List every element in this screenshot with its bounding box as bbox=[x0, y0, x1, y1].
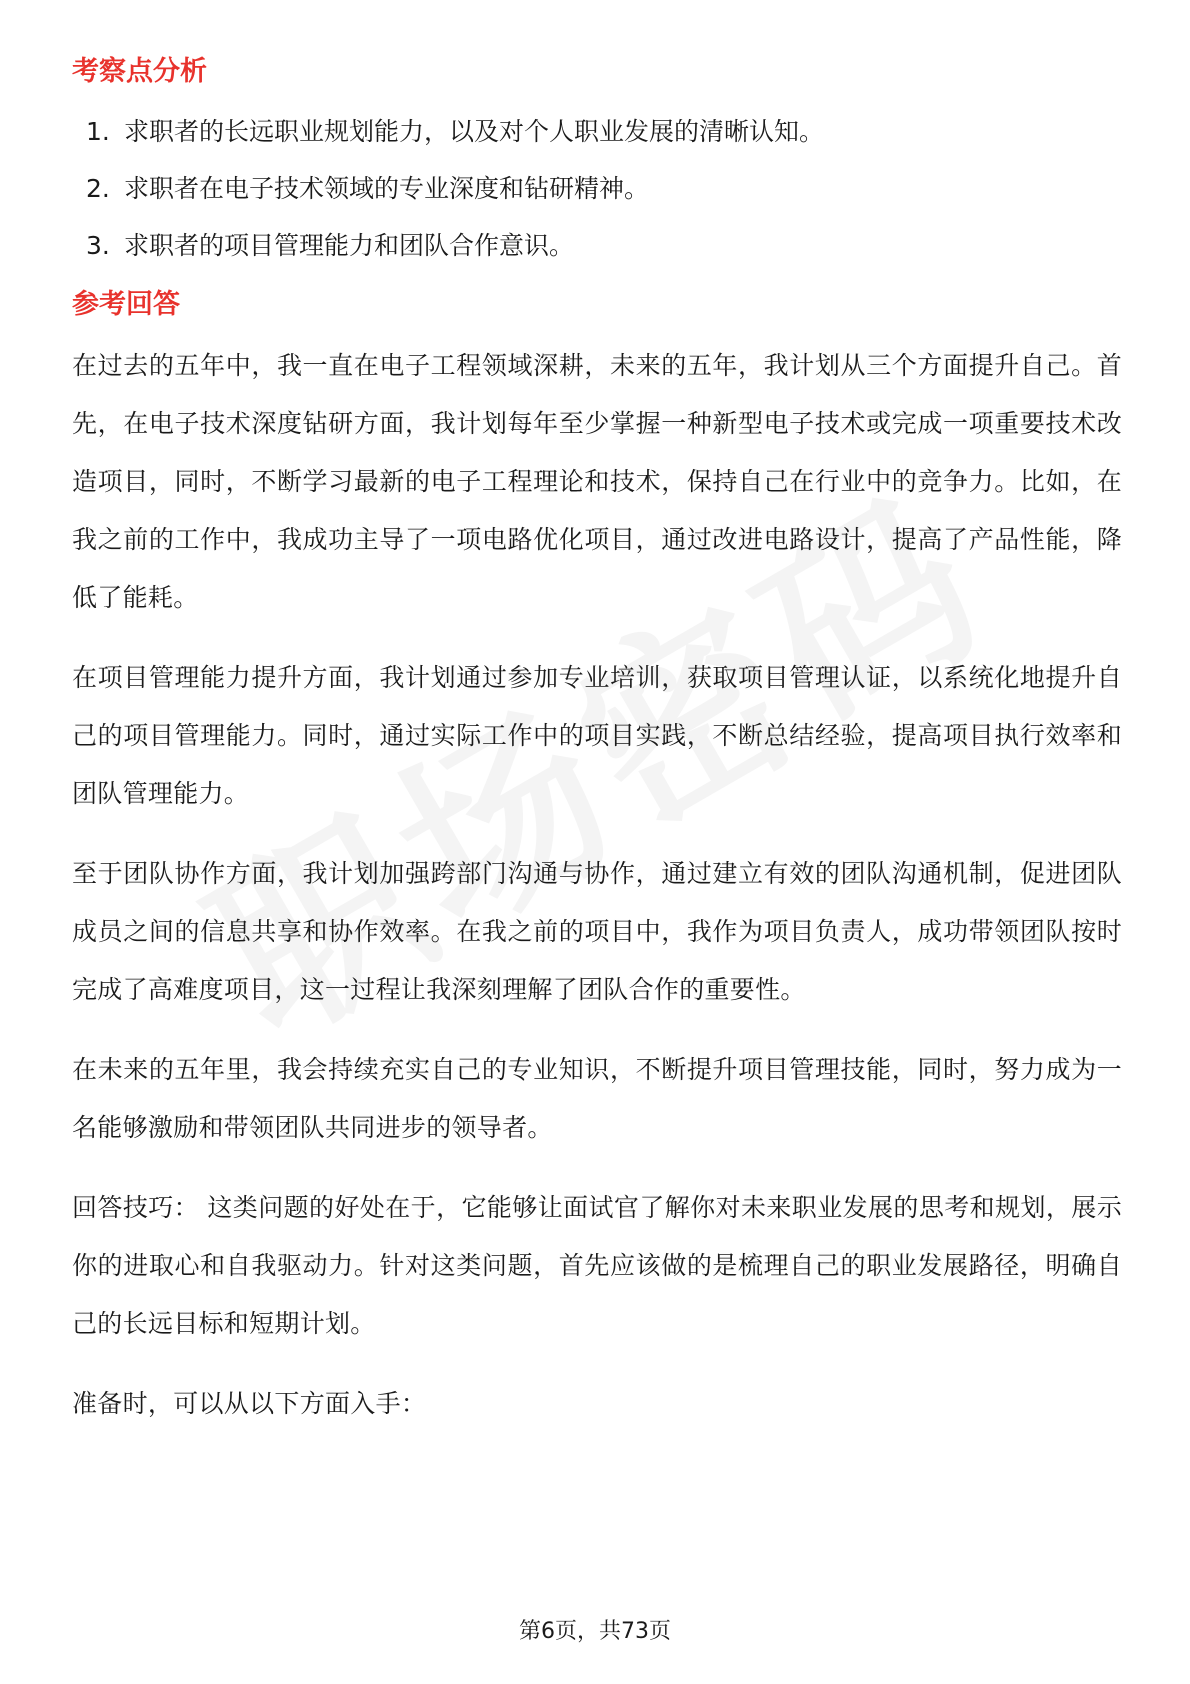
answer-paragraph: 在未来的五年里，我会持续充实自己的专业知识，不断提升项目管理技能，同时，努力成为一名能够激励和带领团队共同进步的领导者。 bbox=[72, 1055, 1122, 1142]
list-item-number: 1. bbox=[86, 117, 110, 146]
list-item-text: 求职者在电子技术领域的专业深度和钻研精神。 bbox=[124, 174, 650, 203]
page-content bbox=[72, 48, 1122, 1433]
answer-paragraph: 在过去的五年中，我一直在电子工程领域深耕，未来的五年，我计划从三个方面提升自己。首先，在电子技术深度钻研方面，我计划每年至少掌握一种新型电子技术或完成一项重要技术改造项目，同时，不断学习最新的电子工程理论和技术，保持自己在行业中的竞争力。比如，在我之前的工作中，我成功主导了一项电路优化项目，通过改进电路设计，提高了产品性能，降低了能耗。 bbox=[72, 351, 1122, 612]
list-item bbox=[72, 228, 1122, 263]
list-item bbox=[72, 171, 1122, 206]
tips-paragraph: 回答技巧： 这类问题的好处在于，它能够让面试官了解你对未来职业发展的思考和规划，展示你的进取心和自我驱动力。针对这类问题，首先应该做的是梳理自己的职业发展路径，明确自己的长远目标和短期计划。 bbox=[72, 1193, 1122, 1338]
answer-heading: 参考回答 bbox=[72, 289, 180, 320]
list-item-text: 求职者的项目管理能力和团队合作意识。 bbox=[124, 231, 575, 260]
analysis-points-list bbox=[72, 114, 1122, 263]
list-item-number: 3. bbox=[86, 231, 110, 260]
preparation-paragraph: 准备时，可以从以下方面入手： bbox=[72, 1389, 427, 1418]
page-number: 第6页，共73页 bbox=[519, 1619, 671, 1644]
analysis-heading: 考察点分析 bbox=[72, 56, 207, 87]
list-item bbox=[72, 114, 1122, 149]
answer-paragraph: 在项目管理能力提升方面，我计划通过参加专业培训，获取项目管理认证，以系统化地提升自己的项目管理能力。同时，通过实际工作中的项目实践，不断总结经验，提高项目执行效率和团队管理能力。 bbox=[72, 663, 1122, 808]
list-item-text: 求职者的长远职业规划能力，以及对个人职业发展的清晰认知。 bbox=[124, 117, 825, 146]
answer-paragraph: 至于团队协作方面，我计划加强跨部门沟通与协作，通过建立有效的团队沟通机制，促进团队成员之间的信息共享和协作效率。在我之前的项目中，我作为项目负责人，成功带领团队按时完成了高难度项目，这一过程让我深刻理解了团队合作的重要性。 bbox=[72, 859, 1122, 1004]
list-item-number: 2. bbox=[86, 174, 110, 203]
